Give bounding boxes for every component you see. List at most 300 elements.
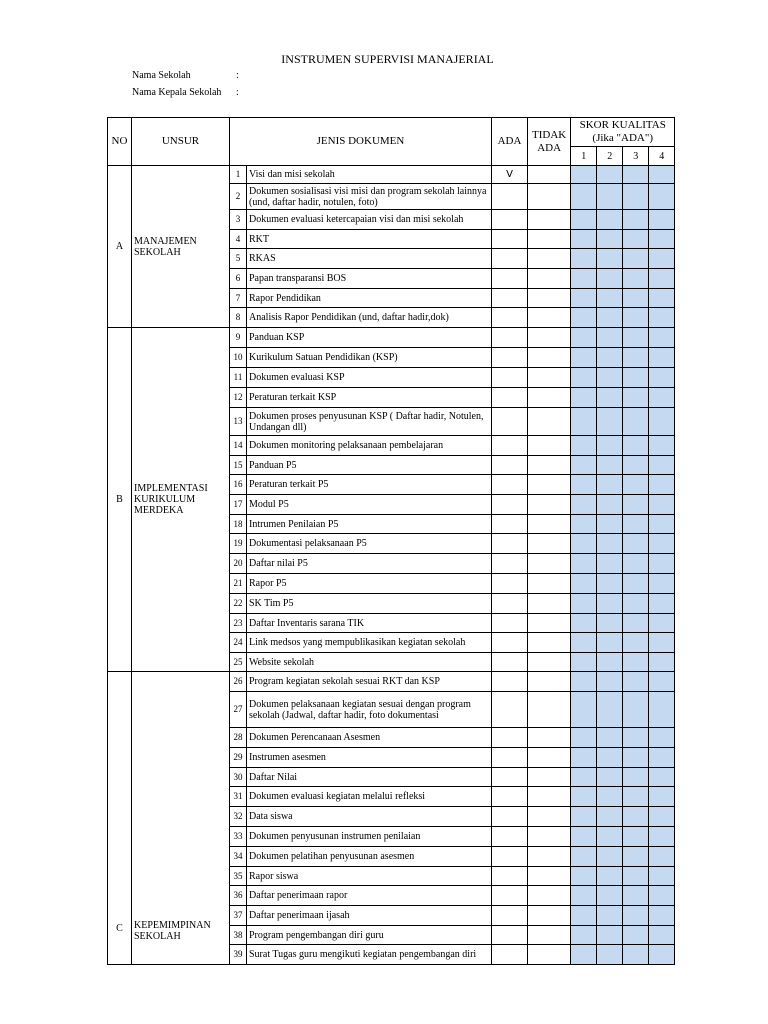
- score-cell-3[interactable]: [623, 269, 649, 289]
- score-cell-2[interactable]: [597, 408, 623, 436]
- header-skor-4: 4: [649, 147, 675, 166]
- score-cell-3[interactable]: [623, 515, 649, 534]
- tidak-ada-cell[interactable]: [528, 495, 571, 515]
- item-number: 12: [230, 388, 247, 408]
- score-cell-4[interactable]: [649, 906, 675, 926]
- ada-cell[interactable]: [492, 554, 528, 574]
- score-cell-4[interactable]: [649, 249, 675, 269]
- score-cell-4[interactable]: [649, 436, 675, 456]
- header-no: NO: [108, 118, 132, 166]
- item-number: 32: [230, 807, 247, 827]
- tidak-ada-cell[interactable]: [528, 308, 571, 328]
- tidak-ada-cell[interactable]: [528, 672, 571, 692]
- score-cell-4[interactable]: [649, 495, 675, 515]
- score-cell-1[interactable]: [571, 249, 597, 269]
- field-nama-sekolah: [132, 70, 239, 81]
- item-number: 25: [230, 653, 247, 672]
- score-cell-1[interactable]: [571, 495, 597, 515]
- item-document: Data siswa: [247, 807, 492, 827]
- score-cell-3[interactable]: [623, 768, 649, 787]
- item-document: Program kegiatan sekolah sesuai RKT dan KSP: [247, 672, 492, 692]
- tidak-ada-cell[interactable]: [528, 787, 571, 807]
- item-document: Dokumen pelaksanaan kegiatan sesuai dengan program sekolah (Jadwal, daftar hadir, foto dokumentasi: [247, 692, 492, 728]
- score-cell-3[interactable]: [623, 328, 649, 348]
- score-cell-4[interactable]: [649, 614, 675, 633]
- score-cell-3[interactable]: [623, 554, 649, 574]
- item-number: 19: [230, 534, 247, 554]
- score-cell-3[interactable]: [623, 166, 649, 184]
- score-cell-3[interactable]: [623, 827, 649, 847]
- score-cell-3[interactable]: [623, 867, 649, 886]
- score-cell-3[interactable]: [623, 210, 649, 230]
- ada-cell[interactable]: [492, 184, 528, 210]
- score-cell-2[interactable]: [597, 210, 623, 230]
- score-cell-3[interactable]: [623, 574, 649, 594]
- item-document: Dokumen penyusunan instrumen penilaian: [247, 827, 492, 847]
- score-cell-3[interactable]: [623, 184, 649, 210]
- tidak-ada-cell[interactable]: [528, 328, 571, 348]
- score-cell-3[interactable]: [623, 594, 649, 614]
- score-cell-3[interactable]: [623, 886, 649, 906]
- score-cell-2[interactable]: [597, 614, 623, 633]
- item-number: 23: [230, 614, 247, 633]
- item-number: 37: [230, 906, 247, 926]
- score-cell-2[interactable]: [597, 692, 623, 728]
- score-cell-2[interactable]: [597, 166, 623, 184]
- ada-cell[interactable]: [492, 388, 528, 408]
- score-cell-1[interactable]: [571, 847, 597, 867]
- tidak-ada-cell[interactable]: [528, 807, 571, 827]
- score-cell-4[interactable]: [649, 269, 675, 289]
- ada-cell[interactable]: [492, 827, 528, 847]
- ada-cell[interactable]: [492, 728, 528, 748]
- score-cell-1[interactable]: [571, 475, 597, 495]
- score-cell-4[interactable]: [649, 554, 675, 574]
- item-document: Kurikulum Satuan Pendidikan (KSP): [247, 348, 492, 368]
- score-cell-2[interactable]: [597, 554, 623, 574]
- score-cell-1[interactable]: [571, 289, 597, 308]
- score-cell-3[interactable]: [623, 787, 649, 807]
- ada-cell[interactable]: [492, 653, 528, 672]
- score-cell-4[interactable]: [649, 926, 675, 945]
- tidak-ada-cell[interactable]: [528, 827, 571, 847]
- score-cell-3[interactable]: [623, 534, 649, 554]
- tidak-ada-cell[interactable]: [528, 249, 571, 269]
- item-document: Dokumen monitoring pelaksanaan pembelajaran: [247, 436, 492, 456]
- score-cell-4[interactable]: [649, 308, 675, 328]
- item-number: 2: [230, 184, 247, 210]
- ada-cell[interactable]: [492, 289, 528, 308]
- score-cell-2[interactable]: [597, 308, 623, 328]
- score-cell-2[interactable]: [597, 574, 623, 594]
- score-cell-3[interactable]: [623, 289, 649, 308]
- field-label: Nama Kepala Sekolah: [132, 87, 222, 98]
- item-document: Modul P5: [247, 495, 492, 515]
- score-cell-1[interactable]: [571, 368, 597, 388]
- score-cell-1[interactable]: [571, 867, 597, 886]
- ada-cell[interactable]: [492, 534, 528, 554]
- score-cell-2[interactable]: [597, 269, 623, 289]
- score-cell-4[interactable]: [649, 574, 675, 594]
- supervision-table: [107, 117, 675, 965]
- score-cell-2[interactable]: [597, 748, 623, 768]
- score-cell-2[interactable]: [597, 534, 623, 554]
- score-cell-1[interactable]: [571, 348, 597, 368]
- score-cell-1[interactable]: [571, 436, 597, 456]
- score-cell-1[interactable]: [571, 748, 597, 768]
- ada-cell[interactable]: [492, 515, 528, 534]
- score-cell-4[interactable]: [649, 633, 675, 653]
- score-cell-4[interactable]: [649, 827, 675, 847]
- score-cell-2[interactable]: [597, 653, 623, 672]
- item-number: 22: [230, 594, 247, 614]
- score-cell-4[interactable]: [649, 210, 675, 230]
- tidak-ada-cell[interactable]: [528, 728, 571, 748]
- score-cell-2[interactable]: [597, 249, 623, 269]
- tidak-ada-cell[interactable]: [528, 768, 571, 787]
- score-cell-2[interactable]: [597, 475, 623, 495]
- score-cell-2[interactable]: [597, 807, 623, 827]
- item-number: 15: [230, 456, 247, 475]
- tidak-ada-cell[interactable]: [528, 886, 571, 906]
- item-document: Link medsos yang mempublikasikan kegiatan sekolah: [247, 633, 492, 653]
- score-cell-1[interactable]: [571, 308, 597, 328]
- score-cell-1[interactable]: [571, 269, 597, 289]
- tidak-ada-cell[interactable]: [528, 906, 571, 926]
- score-cell-1[interactable]: [571, 633, 597, 653]
- item-document: Analisis Rapor Pendidikan (und, daftar hadir,dok): [247, 308, 492, 328]
- ada-cell[interactable]: [492, 408, 528, 436]
- item-number: 36: [230, 886, 247, 906]
- score-cell-3[interactable]: [623, 308, 649, 328]
- item-document: Surat Tugas guru mengikuti kegiatan pengembangan diri: [247, 945, 492, 965]
- score-cell-1[interactable]: [571, 534, 597, 554]
- score-cell-1[interactable]: [571, 926, 597, 945]
- score-cell-3[interactable]: [623, 230, 649, 249]
- ada-cell[interactable]: [492, 368, 528, 388]
- score-cell-3[interactable]: [623, 692, 649, 728]
- header-skor-kualitas-label: SKOR KUALITAS (Jika "ADA"): [579, 119, 666, 144]
- score-cell-4[interactable]: [649, 886, 675, 906]
- field-nama-kepala-sekolah: [132, 87, 239, 98]
- score-cell-2[interactable]: [597, 456, 623, 475]
- score-cell-4[interactable]: [649, 166, 675, 184]
- score-cell-2[interactable]: [597, 515, 623, 534]
- score-cell-2[interactable]: [597, 945, 623, 965]
- score-cell-4[interactable]: [649, 768, 675, 787]
- tidak-ada-cell[interactable]: [528, 475, 571, 495]
- score-cell-4[interactable]: [649, 515, 675, 534]
- ada-cell[interactable]: [492, 436, 528, 456]
- item-number: 21: [230, 574, 247, 594]
- ada-cell[interactable]: [492, 847, 528, 867]
- score-cell-1[interactable]: [571, 554, 597, 574]
- item-document: SK Tim P5: [247, 594, 492, 614]
- ada-cell[interactable]: [492, 906, 528, 926]
- item-document: Program pengembangan diri guru: [247, 926, 492, 945]
- score-cell-2[interactable]: [597, 886, 623, 906]
- item-document: Panduan KSP: [247, 328, 492, 348]
- tidak-ada-cell[interactable]: [528, 388, 571, 408]
- tidak-ada-cell[interactable]: [528, 945, 571, 965]
- score-cell-4[interactable]: [649, 475, 675, 495]
- tidak-ada-cell[interactable]: [528, 847, 571, 867]
- ada-cell[interactable]: [492, 886, 528, 906]
- field-separator: :: [236, 87, 239, 98]
- tidak-ada-cell[interactable]: [528, 456, 571, 475]
- score-cell-3[interactable]: [623, 906, 649, 926]
- score-cell-4[interactable]: [649, 230, 675, 249]
- tidak-ada-cell[interactable]: [528, 289, 571, 308]
- score-cell-1[interactable]: [571, 328, 597, 348]
- tidak-ada-cell[interactable]: [528, 230, 571, 249]
- item-number: 11: [230, 368, 247, 388]
- score-cell-2[interactable]: [597, 847, 623, 867]
- ada-cell[interactable]: [492, 328, 528, 348]
- ada-cell[interactable]: V: [492, 166, 528, 184]
- tidak-ada-cell[interactable]: [528, 594, 571, 614]
- score-cell-1[interactable]: [571, 408, 597, 436]
- score-cell-4[interactable]: [649, 807, 675, 827]
- score-cell-2[interactable]: [597, 728, 623, 748]
- item-document: Rapor siswa: [247, 867, 492, 886]
- item-number: 27: [230, 692, 247, 728]
- section-name: MANAJEMEN SEKOLAH: [132, 166, 230, 328]
- score-cell-2[interactable]: [597, 388, 623, 408]
- ada-cell[interactable]: [492, 475, 528, 495]
- header-ada: ADA: [492, 118, 528, 166]
- ada-cell[interactable]: [492, 926, 528, 945]
- tidak-ada-cell[interactable]: [528, 692, 571, 728]
- score-cell-2[interactable]: [597, 495, 623, 515]
- tidak-ada-cell[interactable]: [528, 633, 571, 653]
- ada-cell[interactable]: [492, 230, 528, 249]
- score-cell-1[interactable]: [571, 728, 597, 748]
- ada-cell[interactable]: [492, 495, 528, 515]
- score-cell-1[interactable]: [571, 515, 597, 534]
- ada-cell[interactable]: [492, 867, 528, 886]
- item-number: 4: [230, 230, 247, 249]
- ada-cell[interactable]: [492, 633, 528, 653]
- tidak-ada-cell[interactable]: [528, 436, 571, 456]
- item-document: Dokumen Perencanaan Asesmen: [247, 728, 492, 748]
- score-cell-4[interactable]: [649, 328, 675, 348]
- score-cell-1[interactable]: [571, 653, 597, 672]
- tidak-ada-cell[interactable]: [528, 348, 571, 368]
- item-document: RKAS: [247, 249, 492, 269]
- tidak-ada-cell[interactable]: [528, 515, 571, 534]
- item-number: 17: [230, 495, 247, 515]
- item-document: Dokumen pelatihan penyusunan asesmen: [247, 847, 492, 867]
- score-cell-4[interactable]: [649, 867, 675, 886]
- score-cell-1[interactable]: [571, 672, 597, 692]
- score-cell-3[interactable]: [623, 495, 649, 515]
- ada-cell[interactable]: [492, 574, 528, 594]
- score-cell-2[interactable]: [597, 348, 623, 368]
- score-cell-3[interactable]: [623, 728, 649, 748]
- score-cell-1[interactable]: [571, 886, 597, 906]
- ada-cell[interactable]: [492, 456, 528, 475]
- ada-cell[interactable]: [492, 308, 528, 328]
- score-cell-4[interactable]: [649, 672, 675, 692]
- score-cell-3[interactable]: [623, 847, 649, 867]
- item-number: 3: [230, 210, 247, 230]
- score-cell-4[interactable]: [649, 348, 675, 368]
- score-cell-4[interactable]: [649, 748, 675, 768]
- score-cell-4[interactable]: [649, 787, 675, 807]
- tidak-ada-cell[interactable]: [528, 269, 571, 289]
- ada-cell[interactable]: [492, 672, 528, 692]
- item-document: Website sekolah: [247, 653, 492, 672]
- header-skor-1: 1: [571, 147, 597, 166]
- ada-cell[interactable]: [492, 614, 528, 633]
- tidak-ada-cell[interactable]: [528, 210, 571, 230]
- ada-cell[interactable]: [492, 594, 528, 614]
- score-cell-1[interactable]: [571, 827, 597, 847]
- score-cell-4[interactable]: [649, 368, 675, 388]
- score-cell-3[interactable]: [623, 633, 649, 653]
- score-cell-2[interactable]: [597, 633, 623, 653]
- score-cell-2[interactable]: [597, 328, 623, 348]
- score-cell-1[interactable]: [571, 807, 597, 827]
- item-number: 1: [230, 166, 247, 184]
- document-title: INSTRUMEN SUPERVISI MANAJERIAL: [281, 52, 494, 66]
- item-number: 34: [230, 847, 247, 867]
- item-number: 30: [230, 768, 247, 787]
- score-cell-3[interactable]: [623, 945, 649, 965]
- ada-cell[interactable]: [492, 768, 528, 787]
- score-cell-2[interactable]: [597, 926, 623, 945]
- score-cell-4[interactable]: [649, 388, 675, 408]
- score-cell-4[interactable]: [649, 594, 675, 614]
- score-cell-1[interactable]: [571, 166, 597, 184]
- score-cell-4[interactable]: [649, 847, 675, 867]
- score-cell-3[interactable]: [623, 408, 649, 436]
- tidak-ada-cell[interactable]: [528, 614, 571, 633]
- tidak-ada-cell[interactable]: [528, 926, 571, 945]
- tidak-ada-cell[interactable]: [528, 184, 571, 210]
- score-cell-3[interactable]: [623, 249, 649, 269]
- score-cell-2[interactable]: [597, 436, 623, 456]
- score-cell-3[interactable]: [623, 653, 649, 672]
- ada-cell[interactable]: [492, 249, 528, 269]
- score-cell-1[interactable]: [571, 945, 597, 965]
- tidak-ada-cell[interactable]: [528, 867, 571, 886]
- table-row: [108, 672, 675, 692]
- score-cell-2[interactable]: [597, 672, 623, 692]
- score-cell-3[interactable]: [623, 348, 649, 368]
- score-cell-1[interactable]: [571, 906, 597, 926]
- item-document: Peraturan terkait P5: [247, 475, 492, 495]
- item-document: Papan transparansi BOS: [247, 269, 492, 289]
- score-cell-2[interactable]: [597, 594, 623, 614]
- score-cell-4[interactable]: [649, 728, 675, 748]
- item-number: 10: [230, 348, 247, 368]
- score-cell-1[interactable]: [571, 768, 597, 787]
- ada-cell[interactable]: [492, 348, 528, 368]
- item-document: Dokumentasi pelaksanaan P5: [247, 534, 492, 554]
- score-cell-3[interactable]: [623, 368, 649, 388]
- item-document: Dokumen sosialisasi visi misi dan program sekolah lainnya (und, daftar hadir, notulen, foto): [247, 184, 492, 210]
- score-cell-2[interactable]: [597, 906, 623, 926]
- header-unsur: UNSUR: [132, 118, 230, 166]
- score-cell-1[interactable]: [571, 210, 597, 230]
- ada-cell[interactable]: [492, 807, 528, 827]
- score-cell-1[interactable]: [571, 574, 597, 594]
- score-cell-4[interactable]: [649, 456, 675, 475]
- score-cell-2[interactable]: [597, 289, 623, 308]
- score-cell-3[interactable]: [623, 475, 649, 495]
- score-cell-3[interactable]: [623, 436, 649, 456]
- tidak-ada-cell[interactable]: [528, 748, 571, 768]
- score-cell-3[interactable]: [623, 807, 649, 827]
- tidak-ada-cell[interactable]: [528, 408, 571, 436]
- item-number: 16: [230, 475, 247, 495]
- tidak-ada-cell[interactable]: [528, 653, 571, 672]
- score-cell-4[interactable]: [649, 184, 675, 210]
- tidak-ada-cell[interactable]: [528, 166, 571, 184]
- tidak-ada-cell[interactable]: [528, 368, 571, 388]
- score-cell-4[interactable]: [649, 289, 675, 308]
- header-tidak-ada: [528, 118, 571, 166]
- score-cell-4[interactable]: [649, 653, 675, 672]
- score-cell-4[interactable]: [649, 692, 675, 728]
- tidak-ada-cell[interactable]: [528, 534, 571, 554]
- item-document: Daftar Nilai: [247, 768, 492, 787]
- score-cell-2[interactable]: [597, 867, 623, 886]
- score-cell-3[interactable]: [623, 926, 649, 945]
- score-cell-1[interactable]: [571, 692, 597, 728]
- score-cell-1[interactable]: [571, 456, 597, 475]
- ada-cell[interactable]: [492, 945, 528, 965]
- ada-cell[interactable]: [492, 787, 528, 807]
- ada-cell[interactable]: [492, 748, 528, 768]
- score-cell-1[interactable]: [571, 614, 597, 633]
- header-jenis-dokumen: JENIS DOKUMEN: [230, 118, 492, 166]
- table-row: [108, 328, 675, 348]
- score-cell-1[interactable]: [571, 388, 597, 408]
- score-cell-2[interactable]: [597, 184, 623, 210]
- item-document: RKT: [247, 230, 492, 249]
- section-number: A: [108, 166, 132, 328]
- score-cell-2[interactable]: [597, 768, 623, 787]
- score-cell-2[interactable]: [597, 827, 623, 847]
- ada-cell[interactable]: [492, 210, 528, 230]
- score-cell-2[interactable]: [597, 368, 623, 388]
- ada-cell[interactable]: [492, 269, 528, 289]
- score-cell-1[interactable]: [571, 594, 597, 614]
- ada-cell[interactable]: [492, 692, 528, 728]
- tidak-ada-cell[interactable]: [528, 574, 571, 594]
- item-number: 5: [230, 249, 247, 269]
- header-skor-3: 3: [623, 147, 649, 166]
- score-cell-1[interactable]: [571, 230, 597, 249]
- score-cell-1[interactable]: [571, 184, 597, 210]
- score-cell-1[interactable]: [571, 787, 597, 807]
- score-cell-4[interactable]: [649, 534, 675, 554]
- score-cell-3[interactable]: [623, 672, 649, 692]
- score-cell-2[interactable]: [597, 230, 623, 249]
- score-cell-4[interactable]: [649, 408, 675, 436]
- score-cell-2[interactable]: [597, 787, 623, 807]
- score-cell-3[interactable]: [623, 748, 649, 768]
- tidak-ada-cell[interactable]: [528, 554, 571, 574]
- score-cell-3[interactable]: [623, 456, 649, 475]
- header-skor-kualitas: [571, 118, 675, 147]
- score-cell-4[interactable]: [649, 945, 675, 965]
- score-cell-3[interactable]: [623, 614, 649, 633]
- score-cell-3[interactable]: [623, 388, 649, 408]
